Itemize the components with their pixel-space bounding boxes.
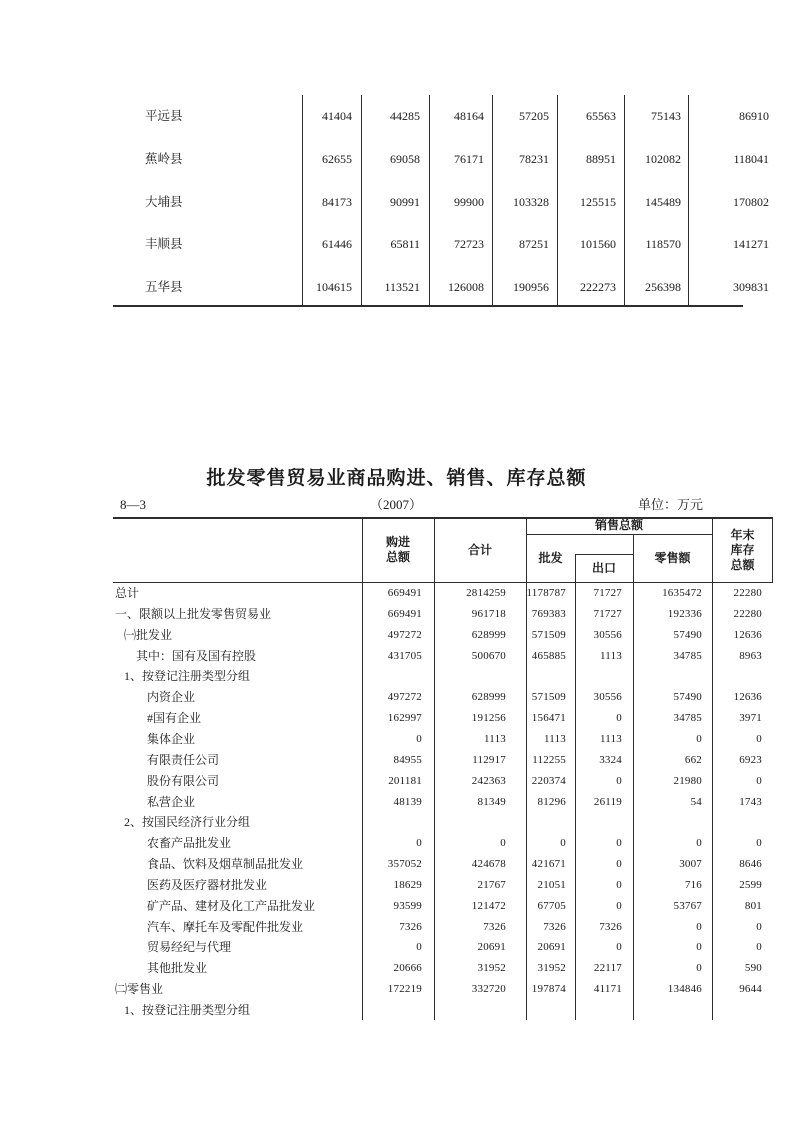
header-total: 合计 (467, 542, 492, 557)
cell-value: 65563 (586, 109, 616, 123)
row-label: 蕉岭县 (145, 151, 183, 166)
table-row (0, 979, 793, 1000)
cell-value: 30556 (593, 628, 622, 641)
cell-value: 2814259 (466, 587, 506, 599)
table-row (0, 937, 793, 958)
cell-value: 118041 (733, 151, 769, 166)
cell-value: 71727 (593, 587, 622, 599)
cell-value: 103328 (513, 194, 549, 209)
table-number: 8—3 (120, 497, 146, 512)
cell-value: 75143 (651, 109, 681, 123)
row-label: 五华县 (145, 280, 183, 294)
cell-value: 242363 (471, 774, 506, 787)
cell-value: 590 (744, 962, 762, 975)
cell-value: 190956 (513, 280, 549, 294)
cell-value: 81349 (477, 795, 506, 808)
cell-value: 662 (684, 753, 702, 766)
cell-value: 21051 (537, 878, 566, 891)
cell-value: 57490 (673, 628, 702, 641)
cell-value: 112917 (472, 753, 506, 766)
table-row (0, 583, 793, 604)
cell-value: 0 (696, 962, 702, 975)
cell-value: 134846 (667, 983, 702, 996)
header-wholesale: 批发 (538, 550, 563, 565)
cell-value: 57205 (519, 109, 549, 123)
table-row (0, 854, 793, 875)
cell-value: 769383 (531, 607, 566, 620)
row-label: #国有企业 (147, 711, 202, 726)
cell-value: 357052 (387, 858, 422, 871)
cell-value: 30556 (593, 691, 622, 704)
cell-value: 20691 (477, 941, 506, 954)
cell-value: 170802 (733, 194, 769, 209)
cell-value: 3324 (599, 753, 622, 766)
cell-value: 7326 (483, 920, 506, 933)
cell-value: 309831 (733, 280, 769, 294)
table-row (0, 646, 793, 667)
cell-value: 8963 (739, 649, 762, 662)
cell-value: 93599 (393, 899, 422, 912)
cell-value: 22280 (733, 607, 762, 620)
cell-value: 21980 (673, 774, 702, 787)
cell-value: 0 (616, 837, 622, 850)
table-unit: 单位：万元 (638, 497, 704, 512)
header-year-end-stock: 年末库存总额 (730, 527, 755, 572)
table-row (0, 138, 793, 181)
cell-value: 18629 (393, 878, 422, 891)
cell-value: 156471 (531, 712, 566, 725)
cell-value: 2599 (739, 878, 762, 891)
cell-value: 34785 (673, 712, 702, 725)
cell-value: 3971 (739, 712, 762, 725)
cell-value: 0 (696, 920, 702, 933)
row-label: 贸易经纪与代理 (147, 940, 232, 955)
cell-value: 48139 (393, 795, 422, 808)
table-row (0, 833, 793, 854)
row-label: 股份有限公司 (147, 773, 220, 788)
cell-value: 0 (696, 837, 702, 850)
cell-value: 0 (696, 732, 702, 745)
cell-value: 0 (500, 837, 506, 850)
cell-value: 0 (756, 920, 762, 933)
cell-value: 1113 (544, 732, 566, 745)
cell-value: 12636 (733, 628, 762, 641)
cell-value: 69058 (390, 151, 420, 166)
cell-value: 31952 (537, 962, 566, 975)
cell-value: 12636 (733, 691, 762, 704)
cell-value: 44285 (390, 109, 420, 123)
table-row (0, 708, 793, 729)
cell-value: 22117 (593, 962, 622, 975)
table-row (0, 687, 793, 708)
cell-value: 628999 (471, 691, 506, 704)
table-row (0, 223, 793, 266)
table-row (0, 875, 793, 896)
cell-value: 332720 (471, 983, 506, 996)
cell-value: 86910 (739, 109, 769, 123)
cell-value: 669491 (387, 587, 422, 599)
cell-value: 497272 (387, 691, 422, 704)
row-label: 私营企业 (147, 794, 196, 809)
cell-value: 31952 (477, 962, 506, 975)
cell-value: 78231 (519, 151, 549, 166)
cell-value: 669491 (387, 607, 422, 620)
cell-value: 72723 (454, 237, 484, 252)
cell-value: 54 (690, 795, 702, 808)
cell-value: 0 (616, 712, 622, 725)
cell-value: 431705 (387, 649, 422, 662)
cell-value: 162997 (387, 712, 422, 725)
cell-value: 220374 (531, 774, 566, 787)
row-label: 丰顺县 (145, 237, 183, 252)
cell-value: 222273 (580, 280, 616, 294)
row-label: ㈡零售业 (115, 982, 164, 997)
cell-value: 172219 (387, 983, 422, 996)
header-retail: 零售额 (654, 550, 691, 565)
cell-value: 0 (416, 941, 422, 954)
cell-value: 0 (416, 837, 422, 850)
cell-value: 571509 (531, 691, 566, 704)
row-label: 2、按国民经济行业分组 (124, 815, 251, 830)
cell-value: 101560 (580, 237, 616, 252)
table-row (0, 95, 793, 138)
cell-value: 1743 (739, 795, 762, 808)
cell-value: 145489 (645, 194, 681, 209)
cell-value: 22280 (733, 587, 762, 599)
table-title: 批发零售贸易业商品购进、销售、库存总额 (206, 468, 587, 489)
table-row (0, 750, 793, 771)
cell-value: 121472 (471, 899, 506, 912)
cell-value: 1635472 (662, 587, 702, 599)
cell-value: 104615 (316, 280, 352, 294)
table-row (0, 771, 793, 792)
cell-value: 141271 (733, 237, 769, 252)
cell-value: 88951 (586, 151, 616, 166)
table-row (0, 917, 793, 938)
cell-value: 197874 (531, 983, 566, 996)
table-row (0, 729, 793, 750)
table-year: （2007） (370, 497, 423, 512)
table-row (0, 792, 793, 813)
cell-value: 20691 (537, 941, 566, 954)
header-export: 出口 (591, 560, 616, 575)
row-label: 农畜产品批发业 (147, 836, 232, 851)
cell-value: 465885 (531, 649, 566, 662)
cell-value: 81296 (537, 795, 566, 808)
cell-value: 0 (416, 732, 422, 745)
table-row (0, 625, 793, 646)
cell-value: 9644 (739, 983, 762, 996)
table-row (0, 896, 793, 917)
cell-value: 57490 (673, 691, 702, 704)
row-label: 汽车、摩托车及零配件批发业 (147, 919, 304, 934)
header-purchase-total: 购进总额 (385, 535, 410, 564)
cell-value: 0 (616, 858, 622, 871)
table-row (0, 1000, 793, 1021)
cell-value: 801 (744, 899, 762, 912)
cell-value: 0 (616, 899, 622, 912)
row-label: 一、限额以上批发零售贸易业 (115, 606, 272, 621)
cell-value: 102082 (645, 151, 681, 166)
cell-value: 500670 (471, 649, 506, 662)
cell-value: 0 (756, 837, 762, 850)
cell-value: 192336 (667, 607, 702, 620)
cell-value: 84173 (322, 194, 352, 209)
cell-value: 61446 (322, 237, 352, 252)
cell-value: 0 (756, 774, 762, 787)
cell-value: 113521 (384, 280, 420, 294)
cell-value: 53767 (673, 899, 702, 912)
cell-value: 0 (756, 941, 762, 954)
row-label: 平远县 (145, 109, 183, 123)
row-label: 其中：国有及国有控股 (136, 648, 257, 663)
row-label: 有限责任公司 (147, 752, 220, 767)
cell-value: 0 (560, 837, 566, 850)
cell-value: 716 (684, 878, 702, 891)
cell-value: 87251 (519, 237, 549, 252)
cell-value: 8646 (739, 858, 762, 871)
cell-value: 497272 (387, 628, 422, 641)
cell-value: 0 (616, 941, 622, 954)
cell-value: 7326 (399, 920, 422, 933)
cell-value: 67705 (537, 899, 566, 912)
cell-value: 1113 (484, 732, 506, 745)
row-label: 集体企业 (147, 731, 196, 746)
cell-value: 99900 (454, 194, 484, 209)
cell-value: 191256 (471, 712, 506, 725)
cell-value: 71727 (593, 607, 622, 620)
cell-value: 628999 (471, 628, 506, 641)
cell-value: 118570 (645, 237, 681, 252)
row-label: 医药及医疗器材批发业 (147, 877, 268, 892)
cell-value: 20666 (393, 962, 422, 975)
table-row (0, 266, 793, 309)
cell-value: 90991 (390, 194, 420, 209)
cell-value: 41404 (322, 109, 352, 123)
cell-value: 1178787 (526, 587, 566, 599)
cell-value: 26119 (593, 795, 622, 808)
cell-value: 961718 (471, 607, 506, 620)
row-label: 矿产品、建材及化工产品批发业 (147, 898, 316, 913)
table-row (0, 958, 793, 979)
cell-value: 125515 (580, 194, 616, 209)
cell-value: 112255 (532, 753, 566, 766)
cell-value: 0 (616, 878, 622, 891)
cell-value: 126008 (448, 280, 484, 294)
row-label: 1、按登记注册类型分组 (124, 1003, 251, 1017)
header-sales-total: 销售总额 (594, 518, 643, 532)
row-label: 食品、饮料及烟草制品批发业 (147, 857, 304, 872)
table-row (0, 812, 793, 833)
row-label: 内资企业 (147, 690, 196, 705)
cell-value: 421671 (531, 858, 566, 871)
cell-value: 76171 (454, 151, 484, 166)
cell-value: 65811 (390, 237, 420, 252)
table-row (0, 604, 793, 625)
cell-value: 21767 (477, 878, 506, 891)
cell-value: 7326 (543, 920, 566, 933)
cell-value: 1113 (600, 649, 622, 662)
cell-value: 48164 (454, 109, 484, 123)
cell-value: 3007 (679, 858, 702, 871)
cell-value: 7326 (599, 920, 622, 933)
cell-value: 1113 (600, 732, 622, 745)
row-label: ㈠批发业 (124, 627, 173, 642)
cell-value: 571509 (531, 628, 566, 641)
table-row (0, 181, 793, 224)
cell-value: 0 (616, 774, 622, 787)
cell-value: 84955 (393, 753, 422, 766)
cell-value: 0 (756, 732, 762, 745)
cell-value: 41171 (593, 983, 622, 996)
cell-value: 0 (696, 941, 702, 954)
cell-value: 6923 (739, 753, 762, 766)
row-label: 其他批发业 (147, 961, 208, 976)
row-label: 总计 (115, 586, 140, 600)
cell-value: 34785 (673, 649, 702, 662)
cell-value: 201181 (388, 774, 422, 787)
cell-value: 256398 (645, 280, 681, 294)
cell-value: 424678 (471, 858, 506, 871)
row-label: 1、按登记注册类型分组 (124, 669, 251, 684)
cell-value: 62655 (322, 151, 352, 166)
row-label: 大埔县 (145, 194, 183, 209)
table-row (0, 666, 793, 687)
